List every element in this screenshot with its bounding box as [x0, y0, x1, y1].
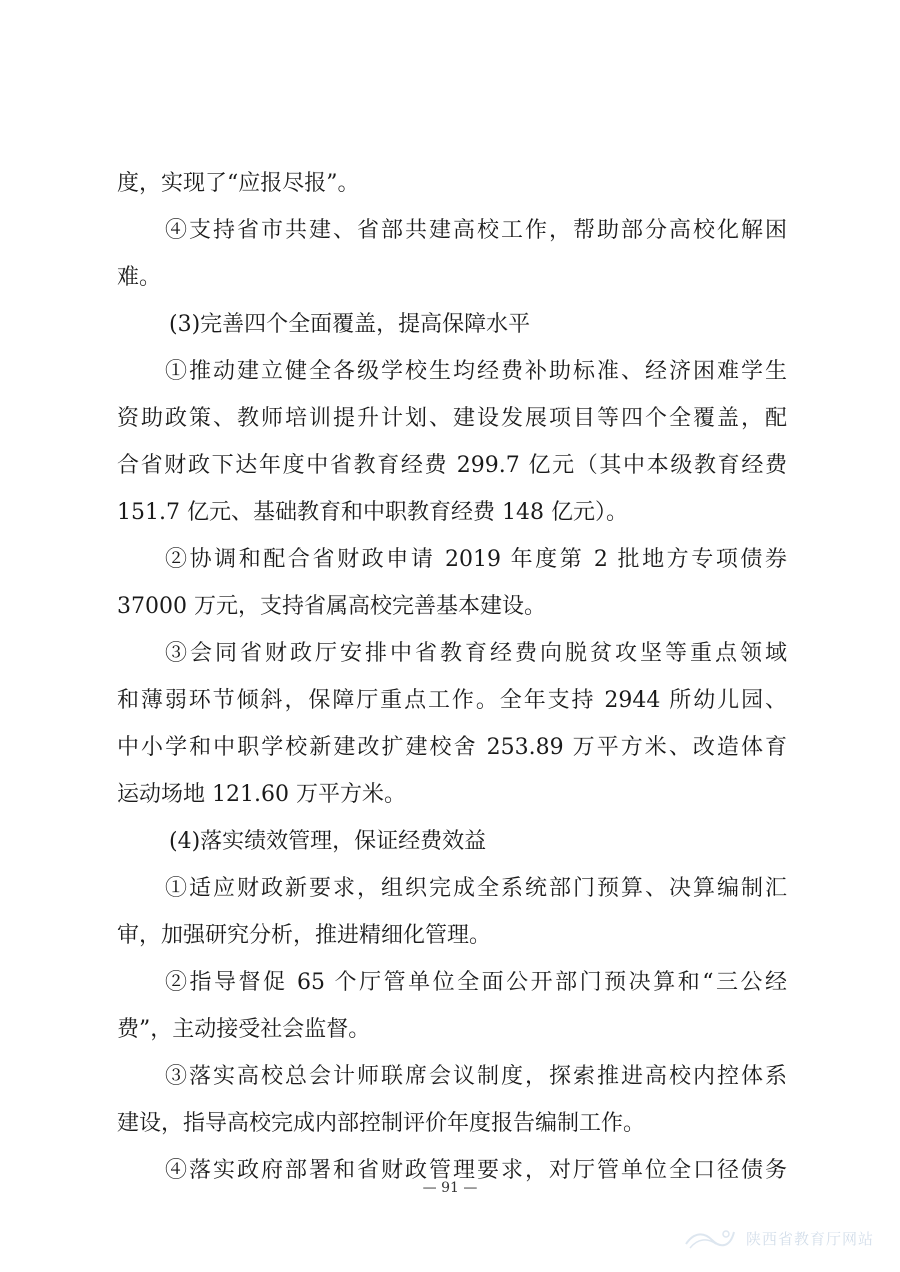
section-heading: (3)完善四个全面覆盖，提高保障水平 — [169, 312, 531, 337]
text-line: 资助政策、教师培训提升计划、建设发展项目等四个全覆盖，配 — [117, 406, 787, 431]
text-line: ①推动建立健全各级学校生均经费补助标准、经济困难学生 — [165, 359, 787, 384]
page-number: — 91 — — [422, 1180, 478, 1196]
text-line: 151.7 亿元、基础教育和中职教育经费 148 亿元）。 — [117, 500, 628, 525]
text-line: 难。 — [117, 265, 162, 290]
text-line: 中小学和中职学校新建改扩建校舍 253.89 万平方米、改造体育 — [117, 735, 787, 760]
text-line: 合省财政下达年度中省教育经费 299.7 亿元（其中本级教育经费 — [117, 453, 787, 478]
text-line: 度，实现了“应报尽报”。 — [117, 171, 360, 196]
text-line: 费”，主动接受社会监督。 — [117, 1017, 371, 1042]
text-line: 37000 万元，支持省属高校完善基本建设。 — [117, 594, 546, 619]
text-line: 审，加强研究分析，推进精细化管理。 — [117, 923, 492, 948]
text-line: ④落实政府部署和省财政管理要求，对厅管单位全口径债务 — [165, 1158, 787, 1183]
text-line: ②指导督促 65 个厅管单位全面公开部门预决算和“三公经 — [165, 970, 787, 995]
watermark-text: 陕西省教育厅网站 — [745, 1229, 874, 1248]
text-line: ③会同省财政厅安排中省教育经费向脱贫攻坚等重点领域 — [165, 641, 787, 666]
text-line: ②协调和配合省财政申请 2019 年度第 2 批地方专项债券 — [165, 547, 787, 572]
watermark-logo-icon — [682, 1224, 738, 1252]
text-line: 建设，指导高校完成内部控制评价年度报告编制工作。 — [117, 1111, 646, 1136]
text-line: ④支持省市共建、省部共建高校工作，帮助部分高校化解困 — [165, 218, 787, 243]
section-heading: (4)落实绩效管理，保证经费效益 — [169, 829, 487, 854]
body-text — [117, 160, 787, 1194]
text-line: 运动场地 121.60 万平方米。 — [117, 782, 406, 807]
text-line: 和薄弱环节倾斜，保障厅重点工作。全年支持 2944 所幼儿园、 — [117, 688, 787, 713]
watermark — [682, 1224, 874, 1252]
text-line: ①适应财政新要求，组织完成全系统部门预算、决算编制汇 — [165, 876, 787, 901]
text-line: ③落实高校总会计师联席会议制度，探索推进高校内控体系 — [165, 1064, 787, 1089]
